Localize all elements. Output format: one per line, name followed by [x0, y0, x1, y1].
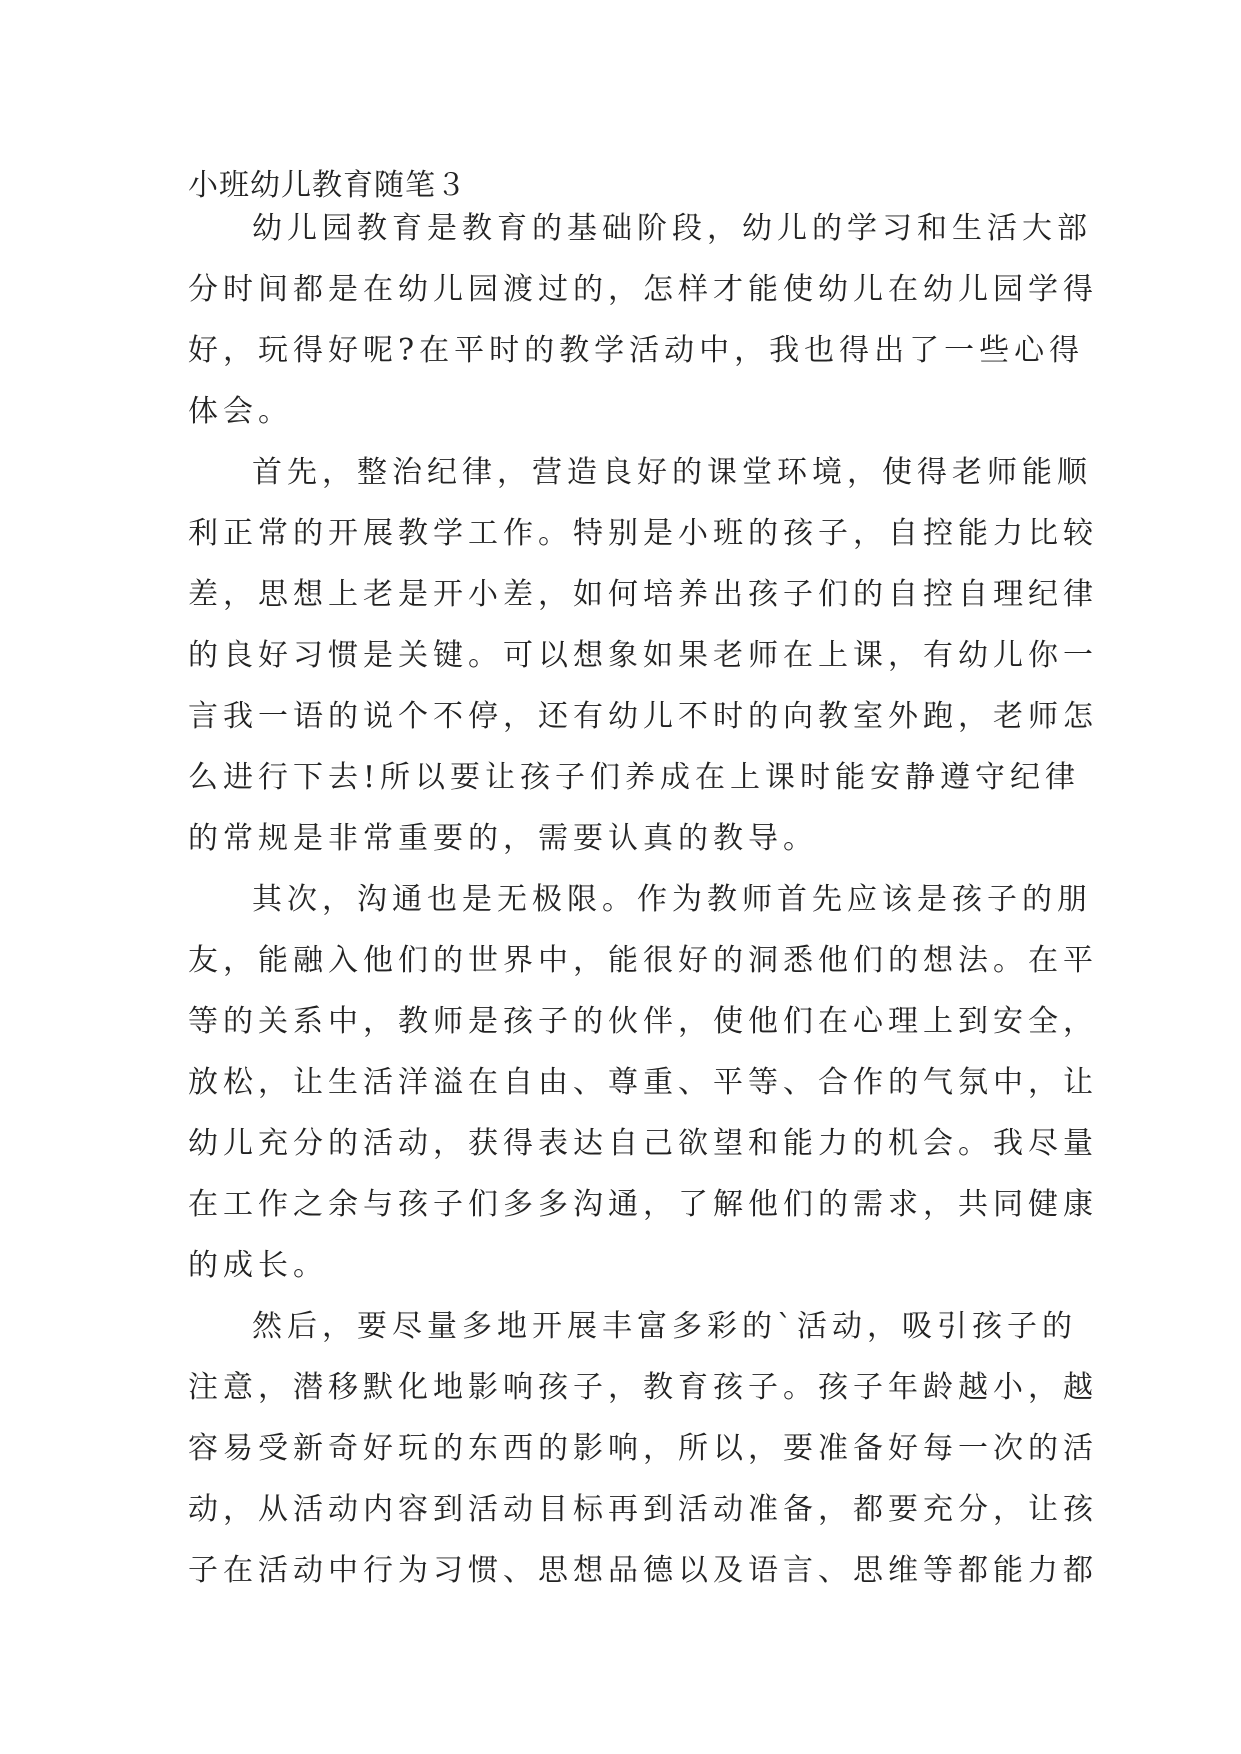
paragraph-line: 么进行下去!所以要让孩子们养成在上课时能安静遵守纪律 [188, 760, 1081, 795]
paragraph-line: 体会。 [188, 394, 293, 429]
paragraph-line: 差，思想上老是开小差，如何培养出孩子们的自控自理纪律 [188, 577, 1098, 612]
paragraph-line: 的成长。 [188, 1248, 328, 1283]
paragraph-line: 的常规是非常重要的，需要认真的教导。 [188, 821, 818, 856]
paragraph-line: 等的关系中，教师是孩子的伙伴，使他们在心理上到安全， [188, 1004, 1098, 1039]
paragraph-line: 首先，整治纪律，营造良好的课堂环境，使得老师能顺 [252, 455, 1092, 490]
document-title: 小班幼儿教育随笔３ [188, 168, 467, 203]
paragraph-line: 动，从活动内容到活动目标再到活动准备，都要充分，让孩 [188, 1492, 1098, 1527]
paragraph-line: 的良好习惯是关键。可以想象如果老师在上课，有幼儿你一 [188, 638, 1098, 673]
paragraph-line: 然后，要尽量多地开展丰富多彩的`活动，吸引孩子的 [252, 1309, 1077, 1344]
paragraph-line: 幼儿充分的活动，获得表达自己欲望和能力的机会。我尽量 [188, 1126, 1098, 1161]
paragraph-line: 在工作之余与孩子们多多沟通，了解他们的需求，共同健康 [188, 1187, 1098, 1222]
paragraph-discipline [188, 442, 1098, 869]
paragraph-activities [188, 1296, 1098, 1601]
paragraph-line: 分时间都是在幼儿园渡过的，怎样才能使幼儿在幼儿园学得 [188, 272, 1098, 307]
paragraph-line: 友，能融入他们的世界中，能很好的洞悉他们的想法。在平 [188, 943, 1098, 978]
paragraph-line: 容易受新奇好玩的东西的影响，所以，要准备好每一次的活 [188, 1431, 1098, 1466]
paragraph-line: 其次，沟通也是无极限。作为教师首先应该是孩子的朋 [252, 882, 1092, 917]
paragraph-communication [188, 869, 1098, 1296]
paragraph-intro [188, 198, 1098, 442]
paragraph-line: 幼儿园教育是教育的基础阶段，幼儿的学习和生活大部 [252, 211, 1092, 246]
paragraph-line: 利正常的开展教学工作。特别是小班的孩子，自控能力比较 [188, 516, 1098, 551]
paragraph-line: 子在活动中行为习惯、思想品德以及语言、思维等都能力都 [188, 1553, 1098, 1588]
paragraph-line: 言我一语的说个不停，还有幼儿不时的向教室外跑，老师怎 [188, 699, 1098, 734]
paragraph-line: 注意，潜移默化地影响孩子，教育孩子。孩子年龄越小，越 [188, 1370, 1098, 1405]
paragraph-line: 放松，让生活洋溢在自由、尊重、平等、合作的气氛中，让 [188, 1065, 1098, 1100]
paragraph-line: 好，玩得好呢?在平时的教学活动中，我也得出了一些心得 [188, 333, 1085, 368]
